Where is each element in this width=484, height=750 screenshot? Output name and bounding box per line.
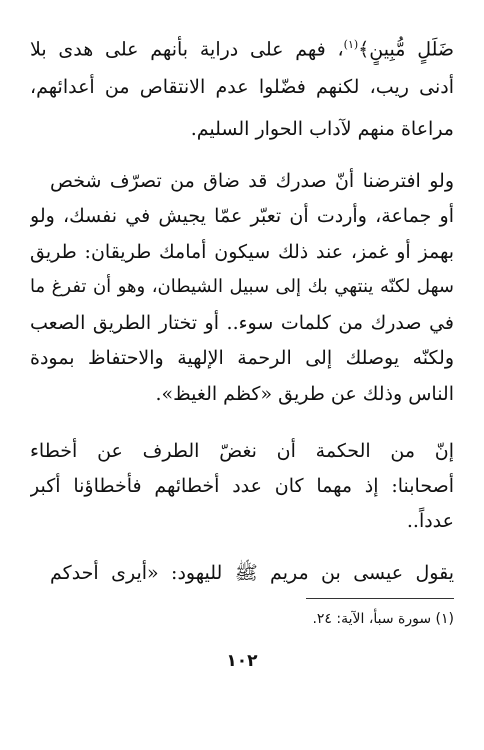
footnote: (١) سورة سبأ، الآية: ٢٤. [312,611,454,627]
text-line: ولو افترضنا أنّ صدرك قد ضاق من تصرّف شخص [50,170,454,192]
text-line: الناس وذلك عن طريق «كظم الغيظ». [155,383,454,405]
text-line: أدنى ريب، لكنهم فضّلوا عدم الانتقاص من أعدائهم، [30,76,454,98]
text-line: إنّ من الحكمة أن نغضّ الطرف عن أخطاء [30,440,454,462]
text-line: سهل لكنّه ينتهي بك إلى سبيل الشيطان، وهو أن تفرغ ما [30,276,454,297]
page-number: ١٠٢ [226,651,258,671]
text-line [30,25,454,65]
footnote-reference: (١) [343,38,359,51]
text-line: أصحابنا: إذ مهما كان عدد أخطائهم فأخطاؤنا أكبر [30,475,454,497]
text-line: بهمز أو غمز، عند ذلك سيكون أمامك طريقان: طريق [30,241,454,263]
book-page [30,0,454,750]
text-line: أو جماعة، وأردت أن تعبّر عمّا يجيش في نفسك، ولو [30,205,454,227]
text-line-continuation: ، فهم على دراية بأنهم على هدى بلا [30,38,344,61]
text-line: ولكنّه يوصلك إلى الرحمة الإلهية والاحتفاظ بمودة [30,347,454,369]
quran-quote: ضَلَلٍ مُّبِينٍ﴾ [358,38,454,61]
text-line: في صدرك من كلمات سوء.. أو تختار الطريق الصعب [30,312,454,334]
footnote-divider [306,598,454,599]
text-line: مراعاة منهم لآداب الحوار السليم. [190,118,454,140]
text-line: يقول عيسى بن مريم ﷺ لليهود: «أيرى أحدكم [50,562,454,584]
text-line: عدداً.. [406,510,454,532]
